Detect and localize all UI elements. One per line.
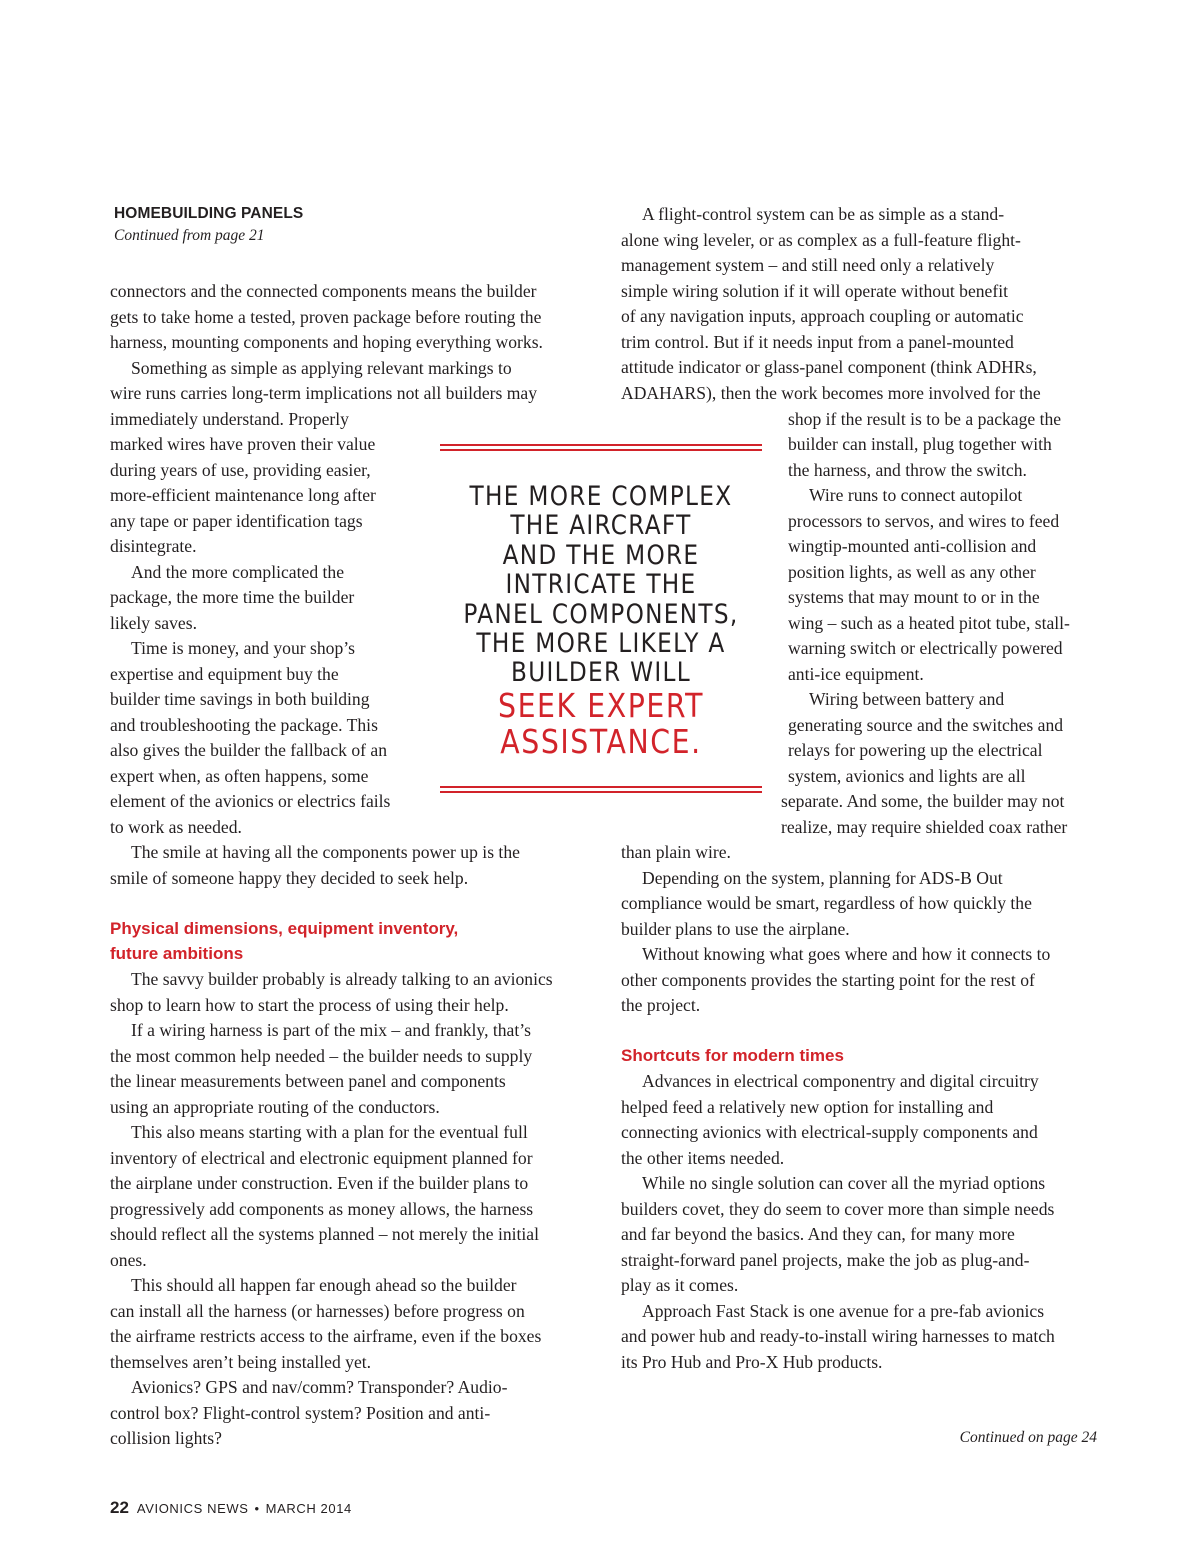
body-text-line: of any navigation inputs, approach coupling or automatic xyxy=(621,306,1024,326)
body-text-line: than plain wire. xyxy=(621,842,731,862)
body-text-line: warning switch or electrically powered xyxy=(788,638,1063,658)
body-text-line: smile of someone happy they decided to seek help. xyxy=(110,867,469,888)
body-text-line: connecting avionics with electrical-supply components and xyxy=(621,1122,1038,1142)
pull-quote xyxy=(440,444,762,794)
body-text-line: If a wiring harness is part of the mix – and frankly, that’s xyxy=(131,1020,531,1040)
body-text-line: shop if the result is to be a package the xyxy=(788,408,1062,429)
body-text-line: Depending on the system, planning for ADS-B Out xyxy=(642,867,1003,888)
body-text-line: Advances in electrical componentry and digital circuitry xyxy=(642,1071,1039,1091)
body-text-line: themselves aren’t being installed yet. xyxy=(110,1351,372,1372)
pull-quote-rule-bottom xyxy=(440,786,762,788)
body-text-line: separate. And some, the builder may not xyxy=(781,791,1065,811)
body-text-line: helped feed a relatively new option for installing and xyxy=(621,1096,994,1117)
body-text-line: expert when, as often happens, some xyxy=(110,765,369,786)
body-text-line: straight-forward panel projects, make the job as plug-and- xyxy=(621,1249,1030,1270)
body-text-line: Avionics? GPS and nav/comm? Transponder? Audio- xyxy=(131,1377,508,1397)
section-heading: future ambitions xyxy=(110,944,244,963)
body-text-line: expertise and equipment buy the xyxy=(110,663,339,684)
body-text-line: The savvy builder probably is already talking to an avionics xyxy=(131,969,553,989)
pull-quote-rule-top-2 xyxy=(440,449,762,451)
body-text-line: the harness, and throw the switch. xyxy=(788,459,1027,480)
body-text-line: during years of use, providing easier, xyxy=(110,459,371,480)
body-text-line: immediately understand. Properly xyxy=(110,408,349,429)
pull-quote-line: THE AIRCRAFT xyxy=(510,510,692,542)
body-text-line: A flight-control system can be as simple as a stand- xyxy=(642,204,1005,224)
pull-quote-line: AND THE MORE xyxy=(502,539,700,571)
body-text-line: more-efficient maintenance long after xyxy=(110,485,376,505)
pull-quote-line: PANEL COMPONENTS, xyxy=(463,598,739,630)
body-text-line: builder can install, plug together with xyxy=(788,434,1052,454)
section-heading: Physical dimensions, equipment inventory, xyxy=(110,919,459,938)
body-text-line: relays for powering up the electrical xyxy=(788,740,1043,760)
body-text-line: Wire runs to connect autopilot xyxy=(809,485,1023,505)
pull-quote-line: THE MORE COMPLEX xyxy=(469,481,733,512)
pull-quote-line: THE MORE LIKELY A xyxy=(476,628,726,660)
body-text-line: and far beyond the basics. And they can, for many more xyxy=(621,1224,1015,1244)
pull-quote-rule-top xyxy=(440,444,762,446)
body-text-line: builder plans to use the airplane. xyxy=(621,918,850,939)
body-text-line: and troubleshooting the package. This xyxy=(110,714,378,735)
body-text-line: should reflect all the systems planned – not merely the initial xyxy=(110,1224,539,1244)
pull-quote-line: INTRICATE THE xyxy=(505,569,697,601)
body-text-line: progressively add components as money allows, the harness xyxy=(110,1198,534,1219)
pull-quote-text xyxy=(463,482,740,760)
body-text-line: Something as simple as applying relevant markings to xyxy=(131,357,512,378)
body-text-line: the airframe restricts access to the airframe, even if the boxes xyxy=(110,1326,542,1346)
pull-quote-highlight: SEEK EXPERT xyxy=(498,685,704,725)
publication-name: AVIONICS NEWS xyxy=(136,1501,249,1516)
section-kicker: HOMEBUILDING PANELS xyxy=(114,205,304,222)
body-text-line: its Pro Hub and Pro-X Hub products. xyxy=(621,1351,883,1372)
body-text-line: This should all happen far enough ahead so the builder xyxy=(131,1275,517,1295)
body-text-line: And the more complicated the xyxy=(131,561,345,582)
body-text-line: Time is money, and your shop’s xyxy=(131,638,356,658)
body-text-line: realize, may require shielded coax rather xyxy=(781,816,1068,837)
body-text-line: any tape or paper identification tags xyxy=(110,510,363,531)
body-text-line: package, the more time the builder xyxy=(110,587,355,607)
body-text-line: also gives the builder the fallback of an xyxy=(110,740,388,760)
body-text-line: the most common help needed – the builder needs to supply xyxy=(110,1045,533,1066)
body-text-line: inventory of electrical and electronic equipment planned for xyxy=(110,1147,533,1168)
body-text-line: and power hub and ready-to-install wiring harnesses to match xyxy=(621,1326,1055,1346)
body-text-line: The smile at having all the components power up is the xyxy=(131,842,520,862)
body-text-line: wing – such as a heated pitot tube, stall- xyxy=(788,612,1070,633)
body-text-line: generating source and the switches and xyxy=(788,714,1064,735)
body-text-line: Wiring between battery and xyxy=(809,689,1005,709)
body-text-line: system, avionics and lights are all xyxy=(788,765,1026,786)
body-text-line: builders covet, they do seem to cover more than simple needs xyxy=(621,1198,1055,1219)
body-text-line: position lights, as well as any other xyxy=(788,561,1036,582)
body-text-line: likely saves. xyxy=(110,612,197,633)
body-text-line: the linear measurements between panel and components xyxy=(110,1071,506,1091)
section-heading: Shortcuts for modern times xyxy=(621,1046,844,1065)
body-text-line: gets to take home a tested, proven package before routing the xyxy=(110,306,542,327)
pull-quote-highlight: ASSISTANCE. xyxy=(500,721,702,761)
continued-on-note: Continued on page 24 xyxy=(959,1429,1097,1446)
body-text-line: harness, mounting components and hoping everything works. xyxy=(110,332,543,352)
body-text-line: ones. xyxy=(110,1249,147,1270)
body-text-line: can install all the harness (or harnesses) before progress on xyxy=(110,1300,525,1321)
body-text-line: trim control. But if it needs input from a panel-mounted xyxy=(621,331,1014,352)
body-text-line: control box? Flight-control system? Position and anti- xyxy=(110,1402,491,1423)
pull-quote-rule-bottom-2 xyxy=(440,791,762,793)
body-text-line: While no single solution can cover all the myriad options xyxy=(642,1173,1046,1193)
body-text-line: element of the avionics or electrics fails xyxy=(110,791,391,811)
body-text-line: This also means starting with a plan for the eventual full xyxy=(131,1122,528,1142)
body-text-line: alone wing leveler, or as complex as a full-feature flight- xyxy=(621,229,1021,250)
body-text-line: the project. xyxy=(621,995,701,1015)
body-text-line: anti-ice equipment. xyxy=(788,663,924,684)
body-text-line: builder time savings in both building xyxy=(110,689,370,709)
body-text-line: collision lights? xyxy=(110,1428,222,1448)
page-number: 22 xyxy=(110,1498,129,1517)
body-text-line: disintegrate. xyxy=(110,536,197,556)
body-text-line: simple wiring solution if it will operate without benefit xyxy=(621,280,1009,301)
body-text-line: to work as needed. xyxy=(110,816,242,837)
body-text-line: other components provides the starting point for the rest of xyxy=(621,969,1035,990)
body-text-line: attitude indicator or glass-panel component (think ADHRs, xyxy=(621,357,1037,377)
body-text-line: shop to learn how to start the process of using their help. xyxy=(110,994,509,1015)
pull-quote-line: BUILDER WILL xyxy=(511,657,691,689)
body-text-line: processors to servos, and wires to feed xyxy=(788,510,1060,531)
body-text-line: Approach Fast Stack is one avenue for a pre-fab avionics xyxy=(642,1300,1045,1321)
body-text-line: the other items needed. xyxy=(621,1147,785,1168)
body-text-line: wire runs carries long-term implications not all builders may xyxy=(110,383,538,403)
body-text-line: management system – and still need only a relatively xyxy=(621,255,995,275)
footer-bullet: • xyxy=(254,1501,260,1516)
body-text-line: Without knowing what goes where and how it connects to xyxy=(642,944,1051,964)
body-text-line: connectors and the connected components means the builder xyxy=(110,281,537,301)
page-footer xyxy=(110,1498,352,1518)
body-text-line: using an appropriate routing of the conductors. xyxy=(110,1096,440,1117)
body-text-line: marked wires have proven their value xyxy=(110,434,376,454)
body-text-line: wingtip-mounted anti-collision and xyxy=(788,536,1037,556)
body-text-line: ADAHARS), then the work becomes more involved for the xyxy=(621,382,1041,403)
body-text-line: systems that may mount to or in the xyxy=(788,587,1040,607)
body-text-line: the airplane under construction. Even if the builder plans to xyxy=(110,1173,529,1193)
issue-date: MARCH 2014 xyxy=(265,1501,352,1516)
body-text-line: compliance would be smart, regardless of how quickly the xyxy=(621,893,1032,913)
body-text-line: play as it comes. xyxy=(621,1275,739,1295)
continued-from-note: Continued from page 21 xyxy=(114,227,265,244)
